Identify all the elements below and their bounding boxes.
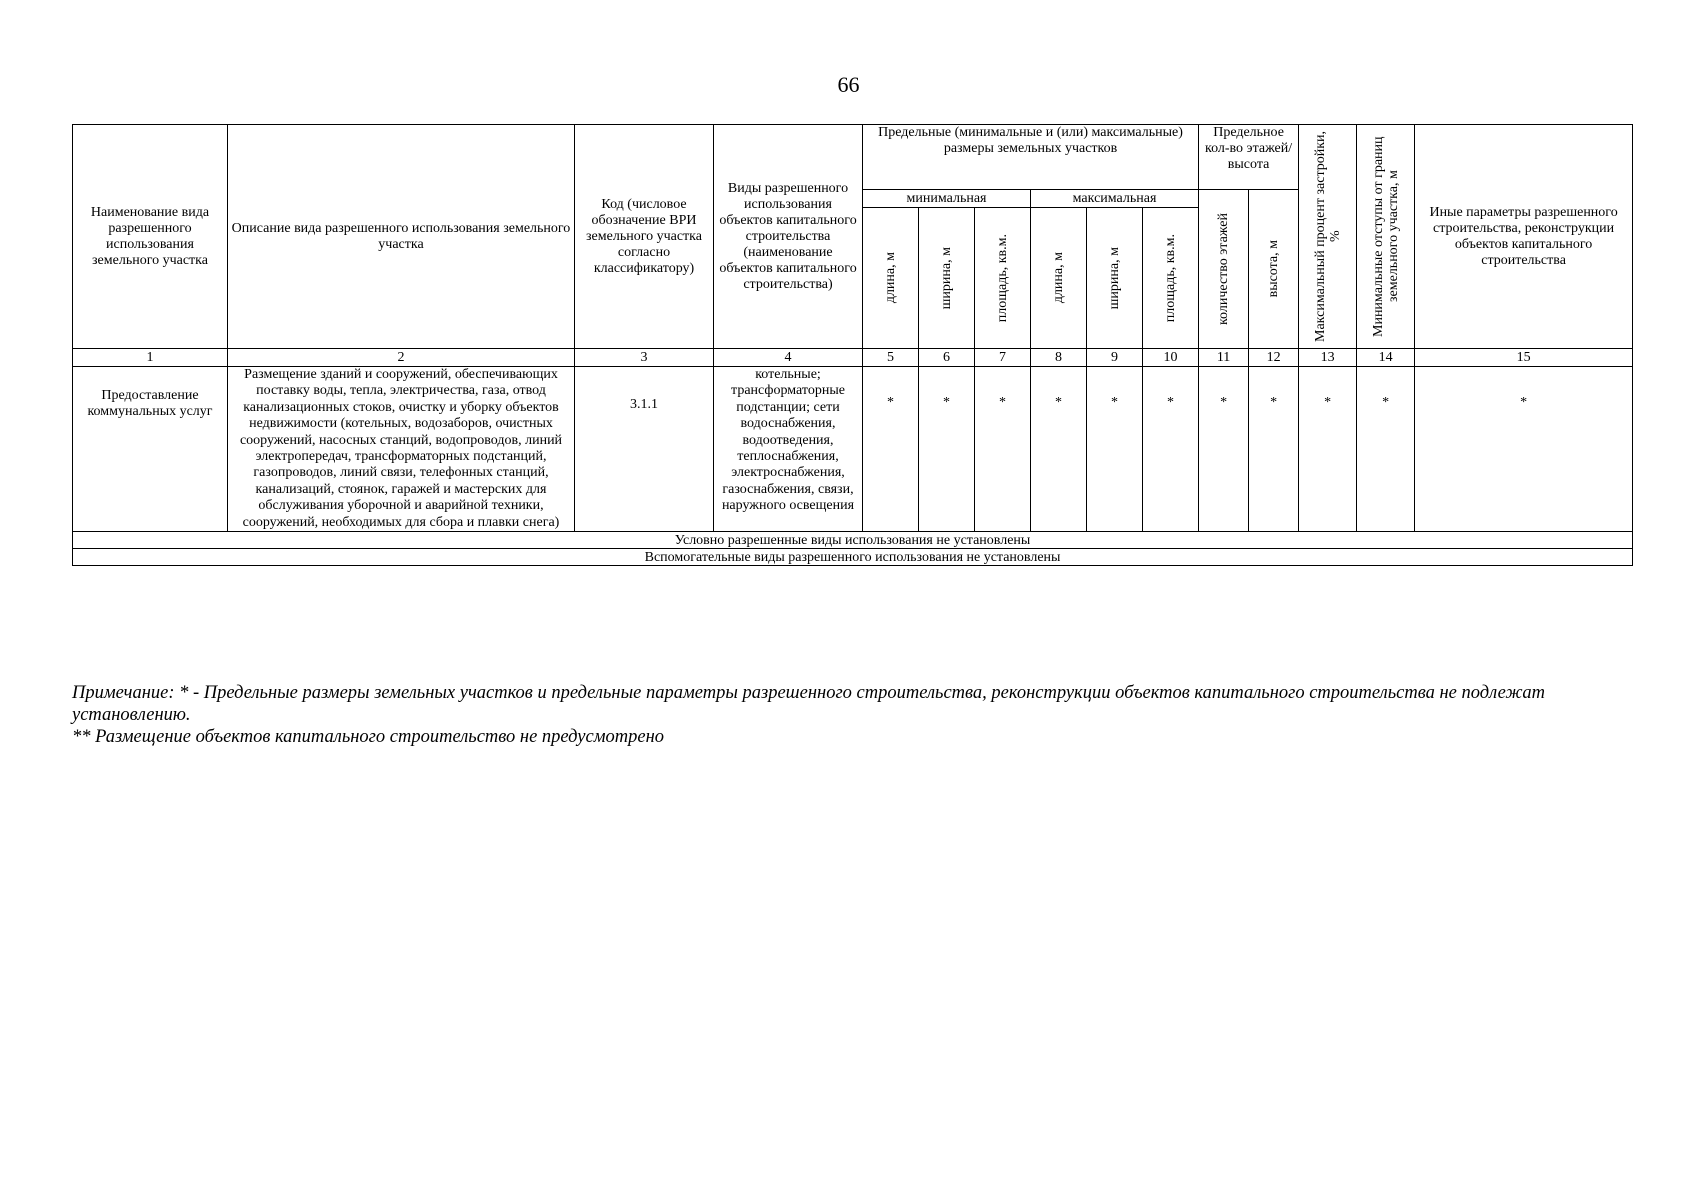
column-number: 3 [575, 349, 714, 367]
height-cell: * [1249, 367, 1299, 532]
header-minimum: минимальная [863, 190, 1031, 208]
column-number: 8 [1031, 349, 1087, 367]
column-number: 1 [73, 349, 228, 367]
floors-count-cell: * [1199, 367, 1249, 532]
header-max-width [1087, 208, 1143, 349]
column-number: 12 [1249, 349, 1299, 367]
header-code: Код (числовое обозначение ВРИ земельного участка согласно классификатору) [575, 125, 714, 349]
code-cell: 3.1.1 [575, 367, 714, 532]
header-min-area [975, 208, 1031, 349]
header-height-text: высота, м [1266, 240, 1282, 298]
column-number: 5 [863, 349, 919, 367]
header-plot-size-limits: Предельные (минимальные и (или) максимальные) размеры земельных участков [863, 125, 1199, 190]
max-area-cell: * [1143, 367, 1199, 532]
header-max-length [1031, 208, 1087, 349]
column-number: 6 [919, 349, 975, 367]
min-width-cell: * [919, 367, 975, 532]
capital-objects-cell: котельные; трансформаторные подстанции; сети водоснабжения, водоотведения, теплоснабжения, электроснабжения, газоснабжения, связи, наружного освещения [714, 367, 863, 532]
description-cell: Размещение зданий и сооружений, обеспечивающих поставку воды, тепла, электричества, газа, отвод канализационных стоков, очистку и уборку объектов недвижимости (котельных, водозаборов, очистных сооружений, насосных станций, водопроводов, линий электропередач, трансформаторных подстанций, газопроводов, линий связи, телефонных станций, канализаций, стоянок, гаражей и мастерских для обслуживания уборочной и аварийной техники, сооружений, необходимых для сбора и плавки снега) [228, 367, 575, 532]
header-capital-objects: Виды разрешенного использования объектов капитального строительства (наименование объектов капитального строительства) [714, 125, 863, 349]
header-min-length-text: длина, м [883, 252, 898, 304]
regulations-table [72, 124, 1633, 566]
header-max-coverage-text: Максимальный процент застройки, % [1312, 130, 1343, 343]
other-parameters-cell: * [1415, 367, 1633, 532]
header-max-area-text: площадь, кв.м. [1163, 233, 1179, 323]
header-floor-limits: Предельное кол-во этажей/ высота [1199, 125, 1299, 190]
column-number-row [73, 349, 1633, 367]
column-number: 11 [1199, 349, 1249, 367]
header-min-setbacks-text: Минимальные отступы от границ земельного участка, м [1370, 136, 1401, 337]
column-number: 4 [714, 349, 863, 367]
land-use-name-cell: Предоставление коммунальных услуг [73, 367, 228, 532]
min-area-cell: * [975, 367, 1031, 532]
header-max-width-text: ширина, м [1107, 246, 1122, 310]
header-min-setbacks [1357, 125, 1415, 349]
page-number: 66 [837, 72, 860, 97]
header-other-parameters: Иные параметры разрешенного строительства, реконструкции объектов капитального строительства [1415, 125, 1633, 349]
table-row [73, 367, 1633, 532]
footnote-double-asterisk: ** Размещение объектов капитального строительство не предусмотрено [72, 727, 665, 747]
header-maximum: максимальная [1031, 190, 1199, 208]
regulations-table-wrapper [72, 124, 1632, 566]
header-max-length-text: длина, м [1051, 252, 1066, 304]
max-coverage-cell: * [1299, 367, 1357, 532]
header-description: Описание вида разрешенного использования земельного участка [228, 125, 575, 349]
auxiliary-uses-text: Вспомогательные виды разрешенного использования не установлены [73, 549, 1633, 566]
max-length-cell: * [1031, 367, 1087, 532]
header-max-coverage [1299, 125, 1357, 349]
header-max-area [1143, 208, 1199, 349]
footnote-asterisk: Примечание: * - Предельные размеры земельных участков и предельные параметры разрешенного строительства, реконструкции объектов капитального строительства не подлежат установлению. [72, 683, 1545, 725]
column-number: 2 [228, 349, 575, 367]
column-number: 15 [1415, 349, 1633, 367]
column-number: 9 [1087, 349, 1143, 367]
header-height [1249, 190, 1299, 349]
footnote [72, 682, 1632, 748]
column-number: 13 [1299, 349, 1357, 367]
header-floors-count [1199, 190, 1249, 349]
auxiliary-uses-row [73, 549, 1633, 566]
max-width-cell: * [1087, 367, 1143, 532]
column-number: 7 [975, 349, 1031, 367]
header-min-area-text: площадь, кв.м. [995, 233, 1010, 323]
conditional-uses-row [73, 532, 1633, 549]
min-length-cell: * [863, 367, 919, 532]
header-floors-count-text: количество этажей [1216, 212, 1232, 326]
header-land-use-name: Наименование вида разрешенного использования земельного участка [73, 125, 228, 349]
header-min-width-text: ширина, м [939, 246, 954, 310]
conditional-uses-text: Условно разрешенные виды использования не установлены [73, 532, 1633, 549]
column-number: 14 [1357, 349, 1415, 367]
header-min-width [919, 208, 975, 349]
min-setbacks-cell: * [1357, 367, 1415, 532]
column-number: 10 [1143, 349, 1199, 367]
header-min-length [863, 208, 919, 349]
